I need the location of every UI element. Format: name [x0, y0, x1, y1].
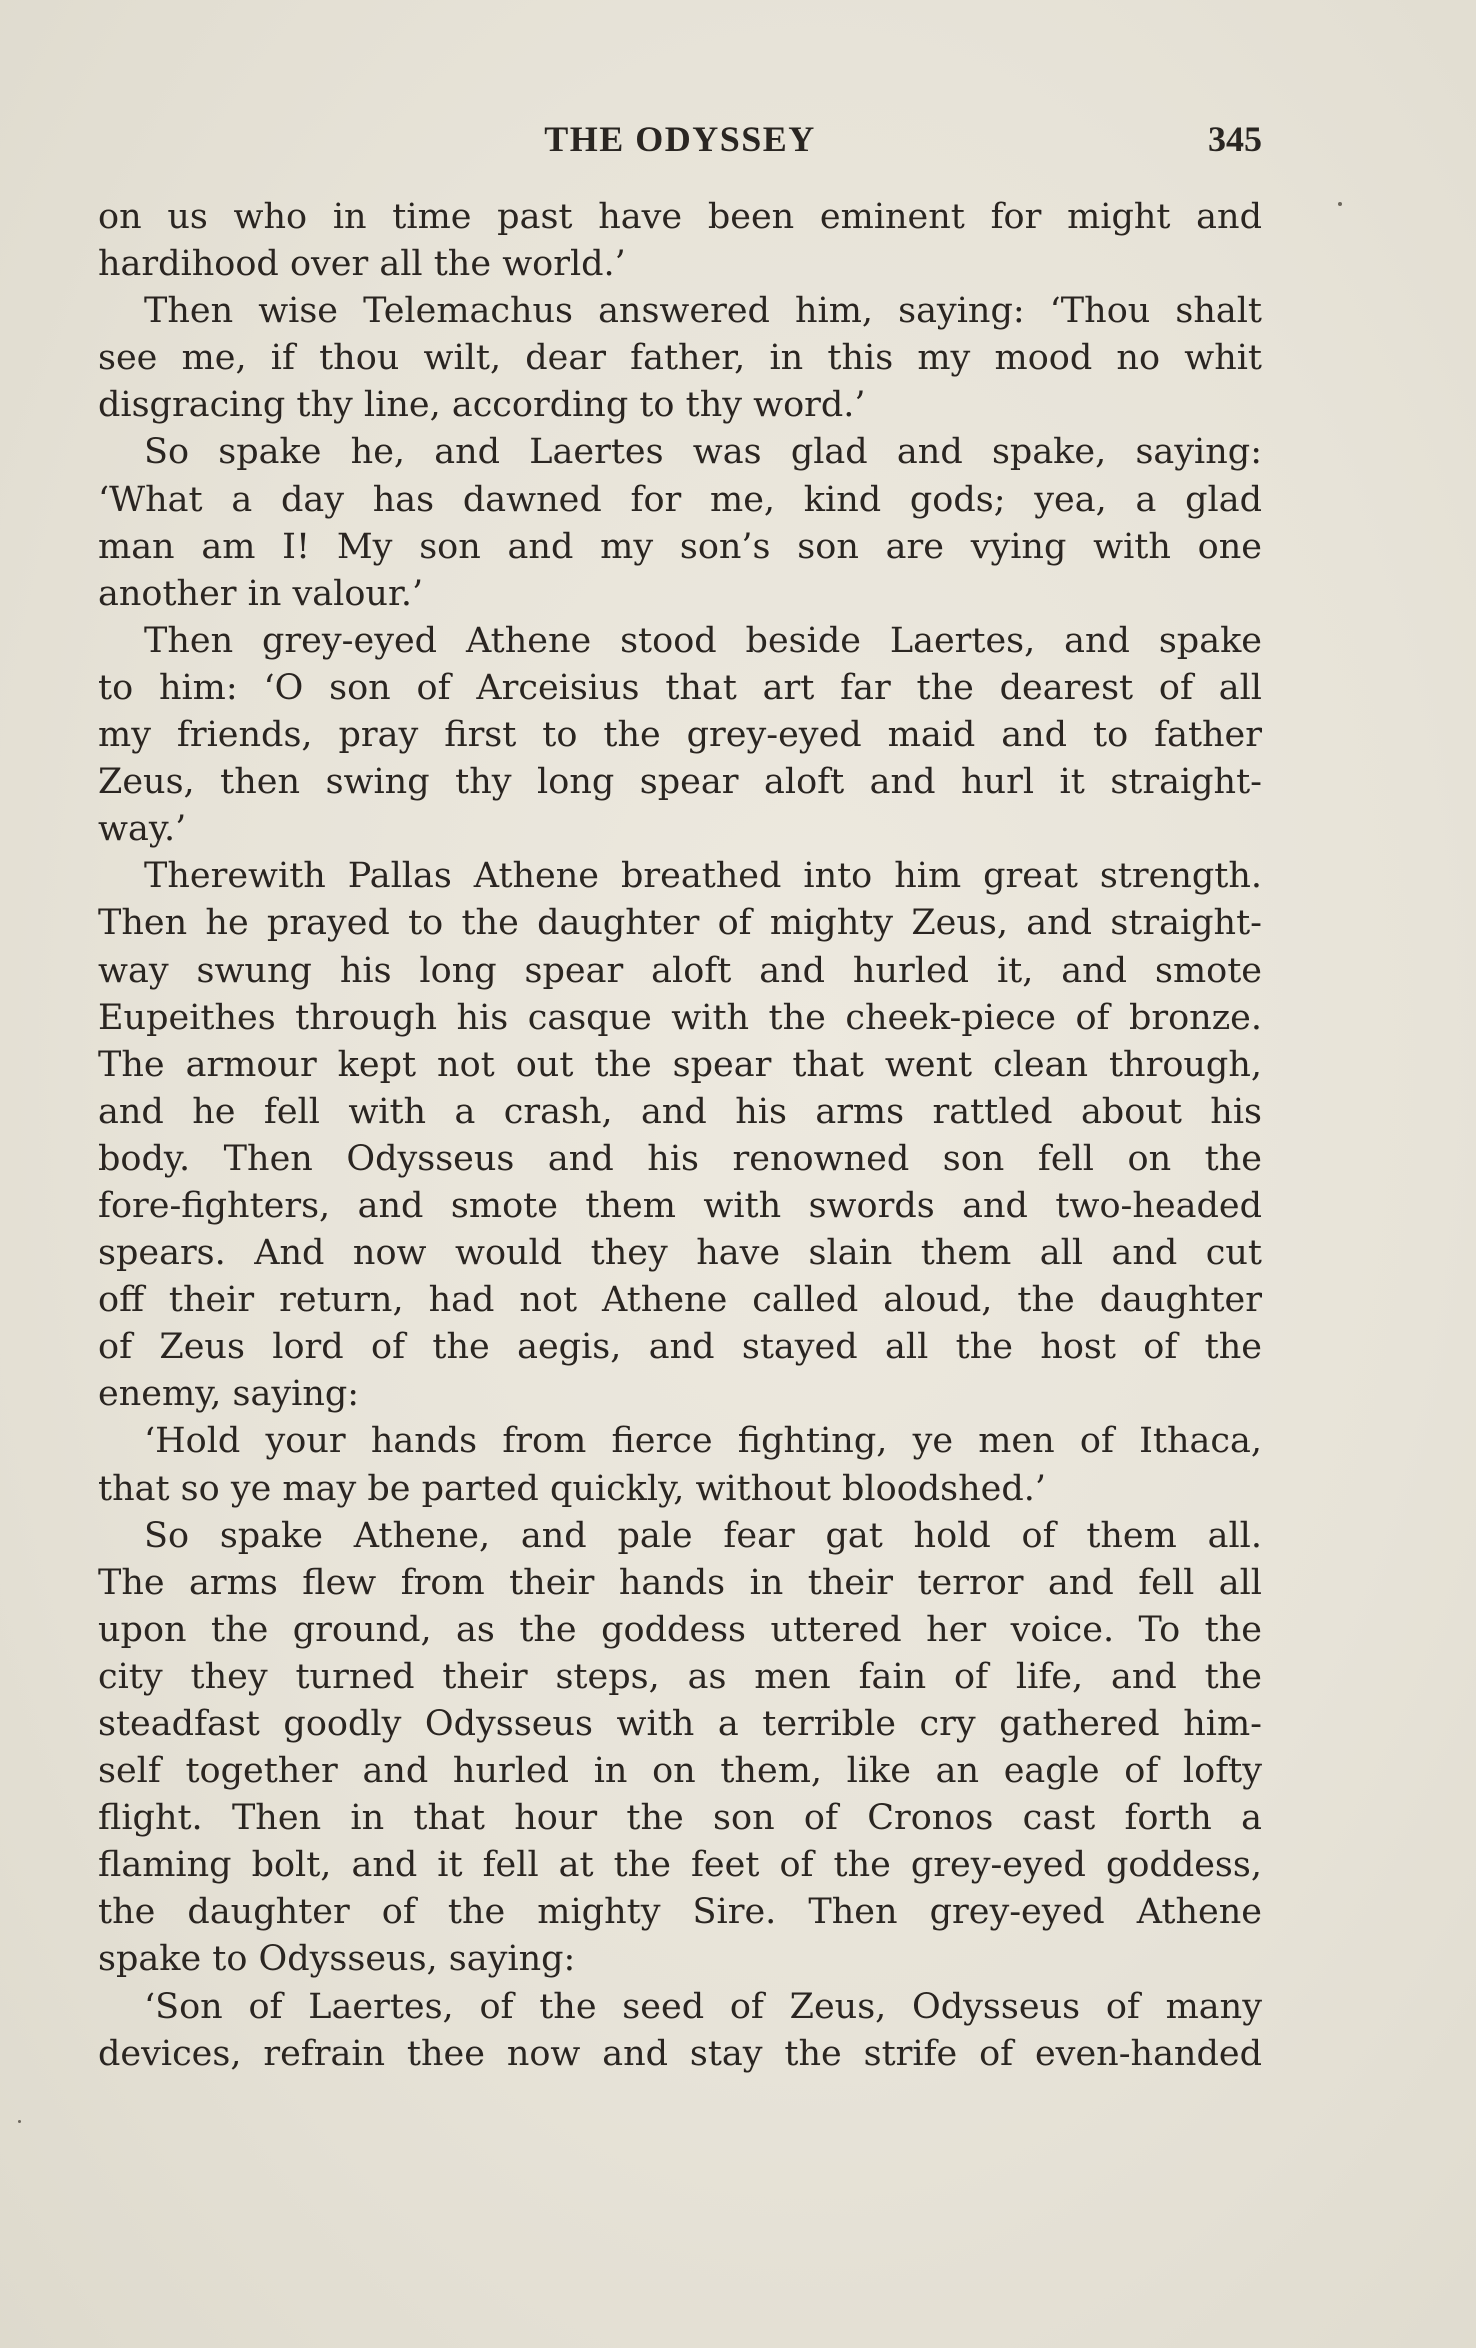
text-line: Therewith Pallas Athene breathed into him great strength. [144, 856, 1262, 897]
text-line: The armour kept not out the spear that went clean through, [98, 1044, 1262, 1085]
text-line: the daughter of the mighty Sire. Then grey-eyed Athene [98, 1892, 1262, 1933]
text-line: body. Then Odysseus and his renowned son fell on the [98, 1138, 1262, 1179]
text-line: fore-fighters, and smote them with swords and two-headed [98, 1185, 1262, 1226]
text-line: that so ye may be parted quickly, without bloodshed.’ [98, 1468, 1047, 1509]
text-line: So spake he, and Laertes was glad and spake, saying: [144, 432, 1262, 473]
text-line: on us who in time past have been eminent for might and [98, 197, 1262, 237]
text-line: The arms flew from their hands in their terror and fell all [98, 1562, 1262, 1603]
text-line: off their return, had not Athene called aloud, the daughter [98, 1280, 1262, 1321]
text-line: see me, if thou wilt, dear father, in this my mood no whit [98, 338, 1262, 379]
text-line: upon the ground, as the goddess uttered her voice. To the [98, 1609, 1262, 1650]
paper-speck [18, 2120, 21, 2123]
text-line: steadfast goodly Odysseus with a terrible cry gathered him- [98, 1704, 1262, 1744]
text-line: flight. Then in that hour the son of Cronos cast forth a [98, 1798, 1262, 1839]
body-text [98, 194, 1262, 2078]
text-line: spake to Odysseus, saying: [98, 1939, 576, 1980]
paper-speck [1338, 202, 1342, 206]
text-line: ‘Son of Laertes, of the seed of Zeus, Odysseus of many [144, 1986, 1262, 2027]
page-number: 345 [1208, 119, 1262, 159]
text-line: hardihood over all the world.’ [98, 244, 626, 285]
running-title: THE ODYSSEY [544, 119, 816, 159]
text-line: flaming bolt, and it fell at the feet of the grey-eyed goddess, [98, 1845, 1262, 1886]
text-line: enemy, saying: [98, 1374, 360, 1415]
page-header [98, 118, 1262, 168]
text-line: ‘Hold your hands from fierce fighting, ye men of Ithaca, [144, 1421, 1262, 1462]
text-line: city they turned their steps, as men fain of life, and the [98, 1656, 1262, 1697]
text-line: Eupeithes through his casque with the cheek-piece of bronze. [98, 997, 1262, 1038]
text-line: way.’ [98, 809, 187, 850]
text-line: ‘What a day has dawned for me, kind gods; yea, a glad [98, 479, 1262, 520]
text-line: another in valour.’ [98, 573, 424, 614]
text-line: Then wise Telemachus answered him, saying: ‘Thou shalt [144, 291, 1262, 332]
text-line: So spake Athene, and pale fear gat hold of them all. [144, 1515, 1262, 1556]
text-line: disgracing thy line, according to thy word.’ [98, 385, 866, 426]
text-line: Then grey-eyed Athene stood beside Laertes, and spake [144, 620, 1262, 661]
text-line: and he fell with a crash, and his arms rattled about his [98, 1091, 1262, 1132]
text-line: of Zeus lord of the aegis, and stayed all the host of the [98, 1327, 1262, 1368]
text-line: to him: ‘O son of Arceisius that art far the dearest of all [98, 667, 1262, 708]
text-line: spears. And now would they have slain them all and cut [98, 1233, 1262, 1274]
text-line: my friends, pray first to the grey-eyed maid and to father [98, 715, 1262, 756]
text-line: devices, refrain thee now and stay the strife of even-handed [98, 2033, 1262, 2074]
text-line: Zeus, then swing thy long spear aloft and hurl it straight- [98, 762, 1262, 803]
text-line: way swung his long spear aloft and hurled it, and smote [98, 950, 1262, 991]
text-line: Then he prayed to the daughter of mighty Zeus, and straight- [98, 903, 1262, 944]
text-line: man am I! My son and my son’s son are vying with one [98, 526, 1262, 567]
text-line: self together and hurled in on them, like an eagle of lofty [98, 1751, 1262, 1792]
